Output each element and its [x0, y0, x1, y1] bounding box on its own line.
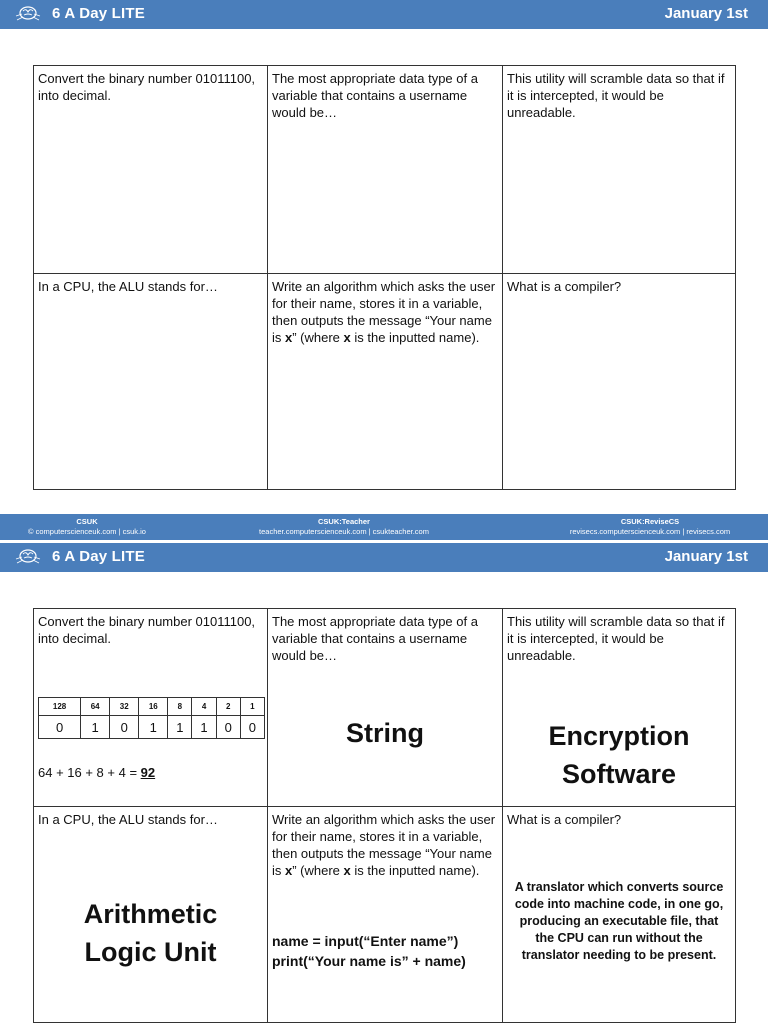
- question-3-text: This utility will scramble data so that if it is intercepted, it would be unreadable.: [507, 71, 725, 120]
- question-3-text: This utility will scramble data so that if it is intercepted, it would be unreadable.: [507, 614, 725, 663]
- answer-6-text: A translator which converts source code into machine code, in one go, producing an executable file, that the CPU can run without the translator needing to be present.: [514, 880, 724, 962]
- top-header: [0, 0, 768, 29]
- footer-csuk-revisecs: CSUK:ReviseCS revisecs.computerscienceuk.com | revisecs.com: [569, 517, 731, 536]
- binary-bit-cell: 1: [81, 716, 110, 739]
- answer-5-code: name = input(“Enter name”) print(“Your name is” + name): [272, 933, 466, 969]
- binary-weight-cell: 8: [168, 698, 192, 716]
- question-2-text: The most appropriate data type of a variable that contains a username would be…: [272, 71, 478, 120]
- binary-weight-cell: 4: [192, 698, 216, 716]
- page-title: 6 A Day LITE: [52, 5, 145, 22]
- binary-weight-cell: 128: [39, 698, 81, 716]
- footer-csuk: CSUK © computerscienceuk.com | csuk.io: [28, 517, 146, 536]
- question-cell-3: [503, 66, 735, 274]
- brain-icon: [14, 4, 42, 24]
- question-cell-4: [34, 274, 268, 489]
- answer-2-text: String: [346, 718, 424, 748]
- binary-bit-cell: 0: [39, 716, 81, 739]
- footer: [0, 514, 768, 540]
- binary-bit-cell: 1: [139, 716, 168, 739]
- question-6-text: What is a compiler?: [507, 812, 622, 827]
- binary-weight-cell: 32: [110, 698, 139, 716]
- page-date: January 1st: [664, 548, 748, 565]
- question-6-text: What is a compiler?: [507, 279, 622, 294]
- question-4-text: In a CPU, the ALU stands for…: [38, 812, 218, 827]
- answers-header: [0, 543, 768, 572]
- answer-4-text: Arithmetic Logic Unit: [83, 899, 218, 967]
- question-cell-1: [34, 66, 268, 274]
- binary-sum: 64 + 16 + 8 + 4 = 92: [38, 765, 156, 780]
- binary-bit-cell: 1: [168, 716, 192, 739]
- answer-cell-2: [268, 609, 503, 807]
- question-1-text: Convert the binary number 01011100, into decimal.: [38, 71, 256, 103]
- answer-3-text: Encryption Software: [548, 721, 690, 789]
- binary-bit-cell: 1: [192, 716, 216, 739]
- binary-weight-cell: 2: [216, 698, 240, 716]
- question-cell-5: [268, 274, 503, 489]
- question-1-text: Convert the binary number 01011100, into decimal.: [38, 614, 256, 646]
- answer-cell-5: [268, 807, 503, 1022]
- page-date: January 1st: [664, 5, 748, 22]
- answer-cell-6: [503, 807, 735, 1022]
- brain-icon: [14, 547, 42, 567]
- question-cell-6: [503, 274, 735, 489]
- binary-weights-row: [39, 698, 265, 716]
- binary-table: [38, 697, 265, 739]
- binary-weight-cell: 16: [139, 698, 168, 716]
- answer-cell-3: [503, 609, 735, 807]
- question-grid: [33, 65, 736, 490]
- question-2-text: The most appropriate data type of a variable that contains a username would be…: [272, 614, 478, 663]
- page-title: 6 A Day LITE: [52, 548, 145, 565]
- question-5-text: Write an algorithm which asks the user for their name, stores it in a variable, then outputs the message “Your name is x” (where x is the inputted name).: [272, 812, 496, 878]
- binary-bit-cell: 0: [110, 716, 139, 739]
- binary-weight-cell: 64: [81, 698, 110, 716]
- question-5-text: Write an algorithm which asks the user for their name, stores it in a variable, then outputs the message “Your name is x” (where x is the inputted name).: [272, 279, 496, 345]
- binary-bits-row: [39, 716, 265, 739]
- binary-bit-cell: 0: [240, 716, 264, 739]
- answer-cell-1: [34, 609, 268, 807]
- answer-cell-4: [34, 807, 268, 1022]
- question-cell-2: [268, 66, 503, 274]
- answer-grid: [33, 608, 736, 1023]
- question-4-text: In a CPU, the ALU stands for…: [38, 279, 218, 294]
- footer-csuk-teacher: CSUK:Teacher teacher.computerscienceuk.com | csukteacher.com: [259, 517, 429, 536]
- binary-weight-cell: 1: [240, 698, 264, 716]
- binary-sum-result: 92: [140, 765, 156, 780]
- binary-bit-cell: 0: [216, 716, 240, 739]
